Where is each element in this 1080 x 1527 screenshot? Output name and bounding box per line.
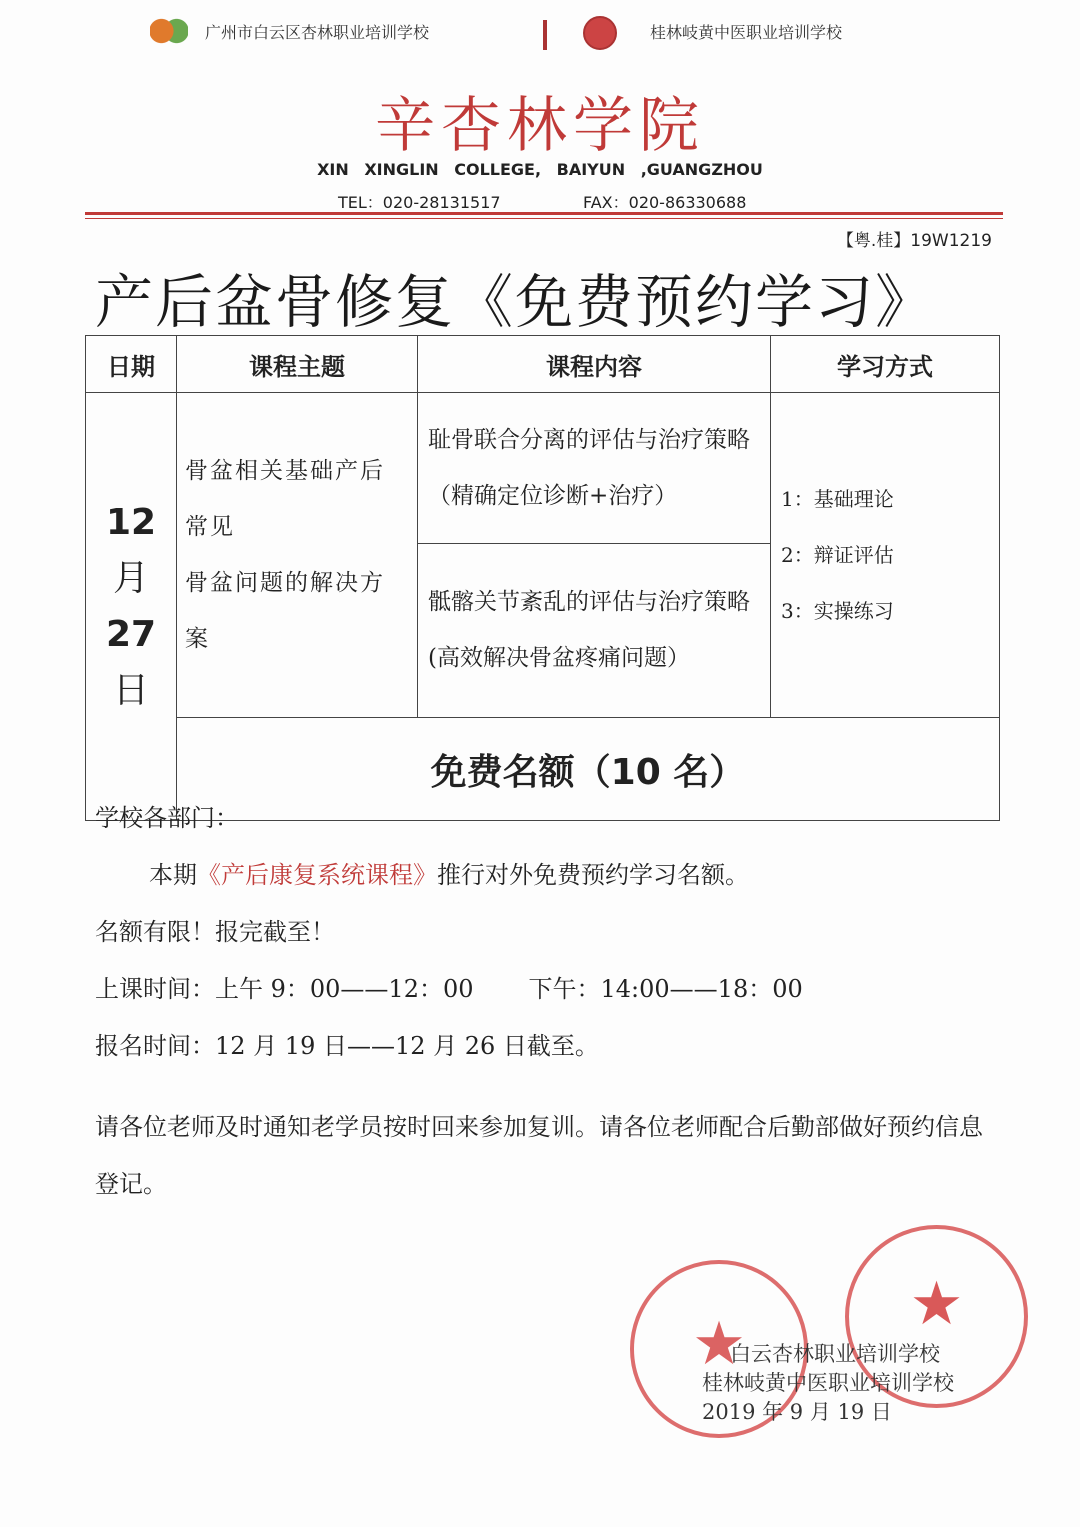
- school-right: 桂林岐黄中医职业培训学校: [650, 23, 843, 42]
- method-cell: [771, 393, 1000, 718]
- afternoon-time: 下午：14:00——18：00: [528, 975, 803, 1003]
- rule: [85, 218, 1003, 219]
- topic-line: 骨盆相关基础产后常见: [185, 458, 385, 540]
- doc-title: 产后盆骨修复《免费预约学习》: [95, 268, 936, 336]
- signer-2: 桂林岐黄中医职业培训学校: [702, 1371, 954, 1395]
- greeting: 学校各部门：: [95, 804, 239, 832]
- sign-date: 2019 年 9 月 19 日: [702, 1400, 892, 1424]
- tel: TEL：020-28131517: [338, 193, 501, 212]
- date-day-label: 日: [112, 669, 149, 711]
- date-cell: [86, 393, 177, 821]
- course-table: [85, 335, 1000, 821]
- header-content: 课程内容: [418, 336, 771, 393]
- method-item: 1：基础理论: [781, 487, 894, 511]
- paragraph: [95, 847, 995, 904]
- notice-body: [95, 790, 995, 1213]
- college-name: 辛杏林学院: [375, 91, 705, 161]
- school-stamp: ★: [845, 1225, 1028, 1408]
- header-method: 学习方式: [771, 336, 1000, 393]
- content-cell: 耻骨联合分离的评估与治疗策略（精确定位诊断+治疗）: [418, 393, 771, 544]
- registration-time: 报名时间：12 月 19 日——12 月 26 日截至。: [95, 1032, 599, 1060]
- topic-cell: [177, 393, 418, 718]
- divider: [543, 20, 547, 50]
- morning-time: 上课时间：上午 9：00——12：00: [95, 975, 474, 1003]
- header-date: 日期: [86, 336, 177, 393]
- college-en: XIN XINGLIN COLLEGE, BAIYUN ,GUANGZHOU: [317, 160, 763, 179]
- class-time: [95, 961, 995, 1018]
- signer-1: 白云杏林职业培训学校: [730, 1342, 940, 1366]
- signature-block: [702, 1340, 954, 1427]
- paragraph: 请各位老师及时通知老学员按时回来参加复训。请各位老师配合后勤部做好预约信息登记。: [95, 1113, 983, 1198]
- fax: FAX：020-86330688: [583, 193, 747, 212]
- date-day-month: 12: [105, 501, 157, 543]
- course-name: 《产后康复系统课程》: [197, 861, 437, 889]
- school-left: 广州市白云区杏林职业培训学校: [205, 23, 430, 42]
- content-cell: 骶髂关节紊乱的评估与治疗策略(高效解决骨盆疼痛问题）: [418, 543, 771, 717]
- header-topic: 课程主题: [177, 336, 418, 393]
- topic-line: 骨盆问题的解决方案: [185, 570, 385, 652]
- date-month-label: 月: [112, 557, 149, 599]
- paragraph: 名额有限！报完截至！: [95, 918, 335, 946]
- college-stamp: ★: [630, 1260, 808, 1438]
- method-item: 2：辩证评估: [781, 543, 894, 567]
- rule: [85, 212, 1003, 215]
- date-day: 27: [105, 613, 157, 655]
- doc-number: 【粤.桂】19W1219: [836, 231, 992, 251]
- quota: 免费名额（10 名）: [177, 718, 1000, 821]
- text: 本期: [149, 861, 197, 889]
- text: 推行对外免费预约学习名额。: [437, 861, 749, 889]
- school-emblem-icon: [583, 16, 617, 50]
- school-logo-icon: [150, 18, 188, 44]
- method-item: 3：实操练习: [781, 599, 894, 623]
